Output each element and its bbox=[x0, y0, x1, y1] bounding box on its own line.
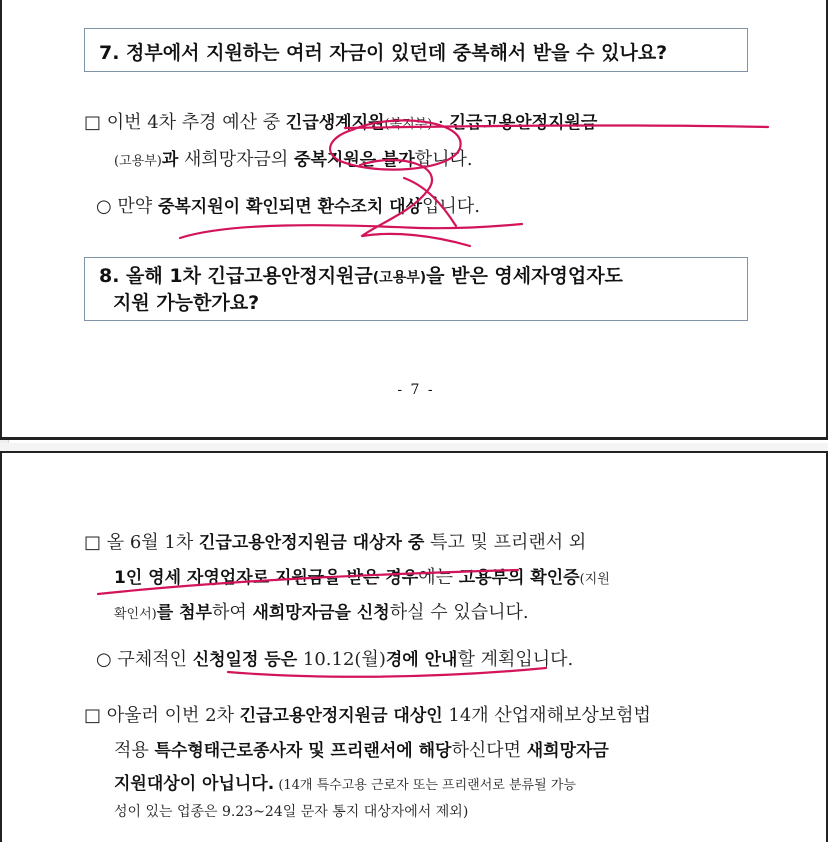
question-8-box bbox=[84, 257, 748, 321]
question-8-line1: 8. 올해 1차 긴급고용안정지원금(고용부)을 받은 영세자영업자도 bbox=[99, 265, 623, 287]
note-line1: □ 아울러 이번 2차 긴급고용안정지원금 대상인 14개 산업재해보상보험법 bbox=[84, 705, 651, 726]
question-7-box bbox=[84, 28, 748, 72]
question-7-text: 7. 정부에서 지원하는 여러 자금이 있던데 중복해서 받을 수 있나요? bbox=[99, 42, 668, 64]
page-number: - 7 - bbox=[397, 382, 435, 398]
answer8-line4: ○ 구체적인 신청일정 등은 10.12(월)경에 안내할 계획입니다. bbox=[96, 649, 574, 670]
answer7-line3: ○ 만약 중복지원이 확인되면 환수조치 대상입니다. bbox=[96, 196, 480, 217]
answer7-line1: □ 이번 4차 추경 예산 중 긴급생계지원(복지부) · 긴급고용안정지원금 bbox=[84, 112, 598, 133]
document-page-8 bbox=[0, 451, 828, 842]
note-line3: 지원대상이 아닙니다. (14개 특수고용 근로자 또는 프리랜서로 분류될 가능 bbox=[114, 774, 576, 794]
answer7-line2: (고용부)과 새희망자금의 중복지원은 불가합니다. bbox=[114, 149, 473, 170]
note-line2: 적용 특수형태근로종사자 및 프리랜서에 해당하신다면 새희망자금 bbox=[114, 740, 609, 761]
answer8-line1: □ 올 6월 1차 긴급고용안정지원금 대상자 중 특고 및 프리랜서 외 bbox=[84, 532, 587, 553]
note-line4: 성이 있는 업종은 9.23~24일 문자 통지 대상자에서 제외) bbox=[114, 804, 469, 820]
answer8-line3: 확인서)를 첨부하여 새희망자금을 신청하실 수 있습니다. bbox=[114, 602, 529, 623]
answer8-line2: 1인 영세 자영업자로 지원금을 받은 경우에는 고용부의 확인증(지원 bbox=[114, 567, 610, 588]
question-8-line2: 지원 가능한가요? bbox=[113, 292, 260, 314]
page-gap bbox=[0, 443, 828, 451]
